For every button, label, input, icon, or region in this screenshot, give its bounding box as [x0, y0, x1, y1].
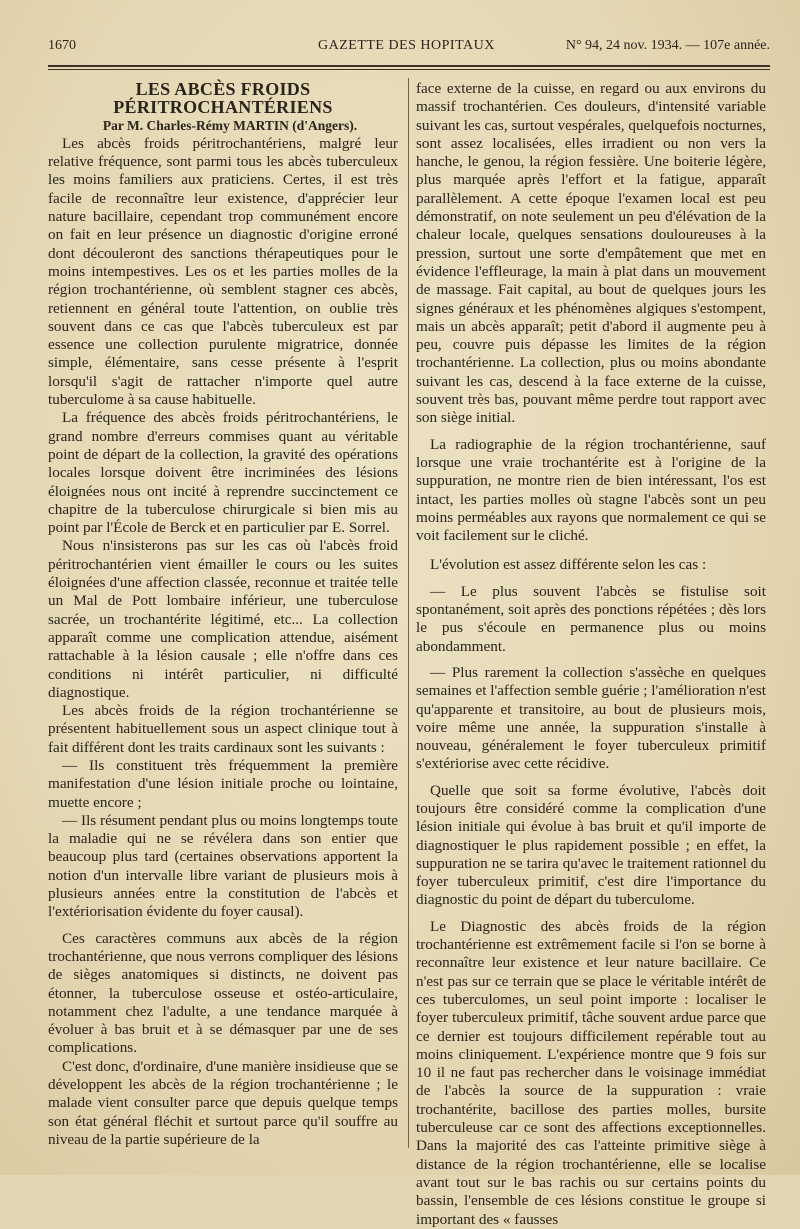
- paragraph: Quelle que soit sa forme évolutive, l'abcès doit toujours être considéré comme la complication d'une lésion initiale qui évolue à bas bruit et qu'il importe de diagnostiquer le plus rapidement possible ; en effet, la suppuration ne se tarira qu'avec le traitement rationnel du foyer tuberculeux primitif, c'est dire l'importance du diagnostic du point de départ du tuberculome.: [416, 781, 766, 909]
- left-column: [48, 80, 398, 1149]
- page-number: 1670: [48, 38, 76, 53]
- page-header: [48, 38, 770, 60]
- paragraph: Les abcès froids péritrochantériens, malgré leur relative fréquence, sont parmi tous les abcès tuberculeux les moins familiers aux praticiens. Certes, il est très facile de reconnaître leur existence, d'apprécier leur nature bacillaire, cependant trop communément encore on fait en leur présence un diagnostic d'origine erroné dont découleront des sanctions thérapeutiques pour le moins intempestives. Les os et les parties molles de la région trochantérienne, où semblent stagner ces abcès, retiennent en général toute l'attention, on oublie très souvent dans ce cas que l'abcès tuberculeux est par essence une collection purulente migratrice, donnée simple, élémentaire, sans cesse présente à l'esprit lorsqu'il s'agit de rattacher n'importe quel autre tuberculome à sa cause habituelle.: [48, 134, 398, 409]
- paragraph: Ces caractères communs aux abcès de la région trochantérienne, que nous verrons compliquer des lésions de sièges anatomiques si distincts, ne doivent pas étonner, la tuberculose osseuse et ostéo-articulaire, notamment chez l'adulte, a une tendance marquée à évoluer à bas bruit et à se démasquer par une de ses complications.: [48, 929, 398, 1057]
- paragraph: Le Diagnostic des abcès froids de la région trochantérienne est extrêmement facile si l'on se borne à reconnaître leur existence et leur nature bacillaire. Ce n'est pas sur ce terrain que se place le véritable intérêt de ces tuberculomes, un seul point importe : localiser le foyer tuberculeux primitif, tâche souvent ardue parce que ce dernier est toujours difficilement repérable tout au moins cliniquement. L'expérience montre que 9 fois sur 10 il ne faut pas rechercher dans le voisinage immédiat de l'abcès la source de la suppuration : vraie trochantérite, bacillose des parties molles, bursite tuberculeuse car ce sont des affections exceptionnelles. Dans la majorité des cas l'atteinte primitive siège à distance de la région trochantérienne, elle se localise avant tout sur le bas rachis ou sur certains points du bassin, l'ensemble de ces lésions constitue le groupe si important des « fausses: [416, 917, 766, 1228]
- paragraph: — Ils résument pendant plus ou moins longtemps toute la maladie qui ne se révélera dans son entier que beaucoup plus tard (certaines observations apportent la notion d'un intervalle libre variant de plusieurs mois à plusieurs années entre la constitution de l'abcès et l'extériorisation évidente du foyer causal).: [48, 811, 398, 921]
- paragraph: L'évolution est assez différente selon les cas :: [430, 556, 707, 574]
- paragraph: — Ils constituent très fréquemment la première manifestation d'une lésion initiale proche ou lointaine, muette encore ;: [48, 756, 398, 811]
- paragraph: face externe de la cuisse, en regard ou aux environs du massif trochantérien. Ces douleurs, d'intensité variable suivant les cas, surtout vespérales, quelquefois nocturnes, sont assez localisées, elles irradient ou non vers la hanche, le genou, la région fessière. Une boiterie légère, plus marquée après l'effort et la fatigue, apparaît parallèlement. A cette époque l'examen local est peu démonstratif, on note seulement un peu d'élévation de la chaleur locale, quelques sensations douloureuses à la pression, surtout une sorte d'empâtement que met en évidence l'effleurage, la main à plat dans un mouvement de massage. Fait capital, au bout de quelques jours les signes généraux et les phénomènes algiques s'estompent, mais un abcès apparaît; petit d'abord il augmente peu à peu, couvre puis dépasse les limites de la région trochantérienne. La collection, plus ou moins abondante suivant les cas, descend à la face externe de la cuisse, souvent très bas, pouvant même perdre tout rapport avec son siège initial.: [416, 80, 766, 427]
- right-column: [416, 80, 766, 1229]
- paragraph: Nous n'insisterons pas sur les cas où l'abcès froid péritrochantérien vient émailler le cours ou les suites éloignées d'une affection classée, reconnue et traitée telle un Mal de Pott lombaire inférieur, une tuberculose sacrée, un trochantérite légitimé, etc... La collection apparaît comme une complication attendue, aisément rattachable à la lésion causale ; elle n'offre dans ces conditions ni intérêt particulier, ni difficulté diagnostique.: [48, 537, 398, 701]
- paragraph: Les abcès froids de la région trochantérienne se présentent habituellement sous un aspect clinique tout à fait différent dont les traits cardinaux sont les suivants :: [48, 702, 398, 756]
- paragraph: La fréquence des abcès froids péritrochantériens, le grand nombre d'erreurs commises quant au véritable point de départ de la collection, la gravité des opérations locales lorsque doivent être incriminées des lésions éloignées nous ont incité à reprendre succinctement ce chapitre de la tuberculose chirurgicale si bien mis au point par l'École de Berck et en particulier par E. Sorrel.: [48, 409, 398, 537]
- paragraph: — Plus rarement la collection s'assèche en quelques semaines et l'affection semble guérie ; l'amélioration n'est qu'apparente et transitoire, au bout de plusieurs mois, voire même une année, la suppuration s'installe à nouveau, généralement le foyer tuberculeux primitif s'extériorise avec cette récidive.: [416, 663, 766, 773]
- column-divider: [408, 78, 409, 1148]
- article-title: LES ABCÈS FROIDS PÉRITROCHANTÉRIENS: [113, 79, 333, 118]
- paragraph: La radiographie de la région trochantérienne, sauf lorsque une vraie trochantérite est à l'origine de la suppuration, ne montre rien de bien intéressant, l'os est intact, les parties molles où stagne l'abcès sont un peu moins perméables aux rayons que normalement ce qui se voit facilement sur le cliché.: [416, 435, 766, 545]
- header-rule: [48, 65, 770, 67]
- header-rule-thin: [48, 69, 770, 70]
- paragraph: — Le plus souvent l'abcès se fistulise soit spontanément, soit après des ponctions répétées ; dès lors le pus s'écoule en permanence plus ou moins abondamment.: [416, 582, 766, 655]
- issue-info: N° 94, 24 nov. 1934. — 107e année.: [565, 38, 770, 53]
- article-byline: Par M. Charles-Rémy MARTIN (d'Angers).: [102, 117, 358, 133]
- paragraph: C'est donc, d'ordinaire, d'une manière insidieuse que se développent les abcès de la région trochantérienne ; le malade vient consulter parce que depuis quelque temps son état général fléchit et surtout parce qu'il souffre au niveau de la partie supérieure de la: [48, 1057, 398, 1148]
- journal-title: GAZETTE DES HOPITAUX: [318, 38, 495, 53]
